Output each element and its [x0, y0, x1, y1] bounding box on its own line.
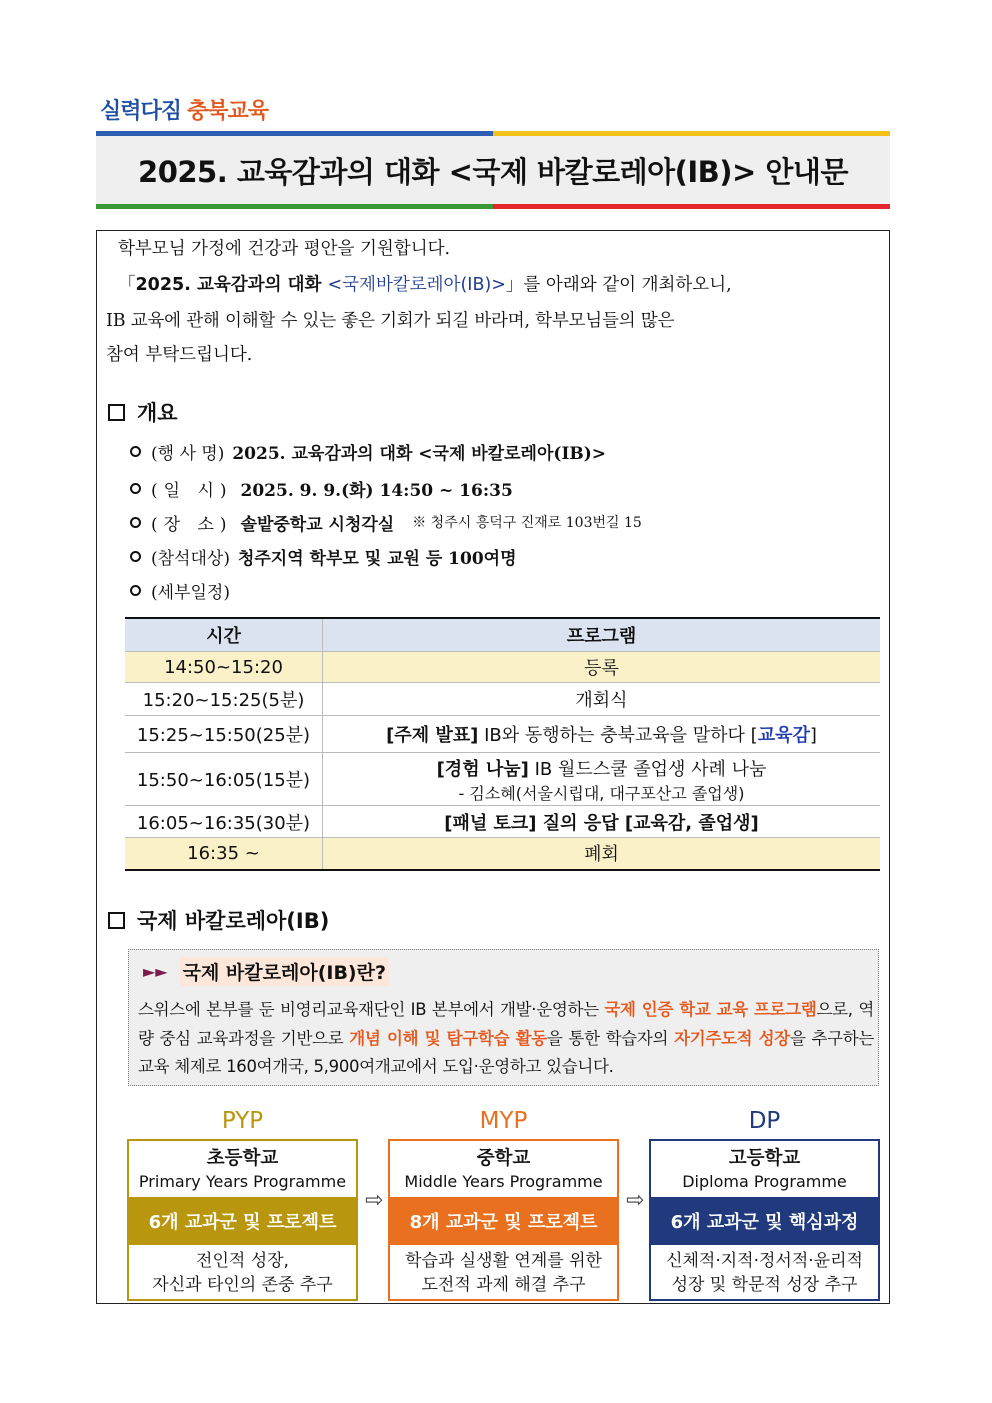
table-row: [125, 753, 880, 806]
time-cell: 15:50~16:05(15분): [125, 753, 323, 806]
overview-item-schedule: (세부일정): [130, 575, 238, 605]
program-cell: [패널 토크] 질의 응답 [교육감, 졸업생]: [323, 806, 881, 838]
time-cell: 16:05~16:35(30분): [125, 806, 323, 838]
overview-item-place: (장 소) 솔밭중학교 시청각실 ※ 청주시 흥덕구 진재로 103번길 15: [130, 507, 642, 537]
column-header-program: 프로그램: [323, 618, 881, 652]
program-cell: [주제 발표] IB와 동행하는 충북교육을 말하다 [교육감]: [323, 716, 881, 753]
dp-card: [649, 1139, 880, 1301]
table-header-row: [125, 618, 880, 652]
programme-goal: 신체적·지적·정서적·윤리적 성장 및 학문적 성장 추구: [666, 1251, 863, 1295]
logo-text-2: 충북교육: [187, 99, 269, 124]
curriculum-band: 6개 교과군 및 핵심과정: [651, 1197, 878, 1245]
ib-section-heading: 국제 바칼로레아(IB): [108, 905, 329, 935]
time-cell: 15:20~15:25(5분): [125, 683, 323, 716]
intro-line-4: 참여 부탁드립니다.: [106, 345, 253, 365]
table-row: [125, 716, 880, 753]
time-cell: 15:25~15:50(25분): [125, 716, 323, 753]
myp-title: MYP: [479, 1108, 528, 1134]
overview-item-datetime: (일 시) 2025. 9. 9.(화) 14:50 ~ 16:35: [130, 473, 513, 503]
programme-name: Primary Years Programme: [138, 1172, 347, 1191]
schedule-table: [125, 617, 880, 871]
intro-line-1: 학부모님 가정에 건강과 평안을 기원합니다.: [118, 239, 451, 259]
double-arrow-icon: ►►: [143, 962, 168, 981]
school-level: 중학교: [476, 1148, 531, 1169]
time-cell: 14:50~15:20: [125, 652, 323, 683]
circle-bullet-icon: [130, 446, 141, 457]
bottom-color-bar: [96, 204, 890, 209]
circle-bullet-icon: [130, 483, 141, 494]
programme-name: Diploma Programme: [682, 1172, 847, 1191]
page-title: 2025. 교육감과의 대화 <국제 바칼로레아(IB)> 안내문: [138, 154, 848, 189]
table-row: [125, 683, 880, 716]
program-cell: [경험 나눔] IB 월드스쿨 졸업생 사례 나눔 - 김소혜(서울시립대, 대구포산고 졸업생): [323, 753, 881, 806]
column-header-time: 시간: [125, 618, 323, 652]
table-row: [125, 652, 880, 683]
curriculum-band: 6개 교과군 및 프로젝트: [129, 1197, 356, 1245]
overview-item-event: (행 사 명) 2025. 교육감과의 대화 <국제 바칼로레아(IB)>: [130, 436, 606, 466]
school-level: 고등학교: [728, 1148, 801, 1169]
title-box: [96, 136, 890, 204]
myp-card: [388, 1139, 619, 1301]
overview-heading: 개요: [108, 397, 178, 427]
checkbox-icon: [108, 912, 125, 929]
pyp-title: PYP: [221, 1108, 264, 1134]
overview-item-attendees: (참석대상) 청주지역 학부모 및 교원 등 100여명: [130, 541, 517, 571]
curriculum-band: 8개 교과군 및 프로젝트: [390, 1197, 617, 1245]
time-cell: 16:35 ~: [125, 838, 323, 870]
arrow-right-icon: ⇨: [626, 1188, 645, 1213]
dp-title: DP: [748, 1108, 781, 1134]
school-level: 초등학교: [206, 1148, 279, 1169]
table-row: [125, 806, 880, 838]
program-cell: 개회식: [323, 683, 881, 716]
program-cell: 폐회: [323, 838, 881, 870]
programme-goal: 전인적 성장, 자신과 타인의 존중 추구: [152, 1251, 333, 1295]
ib-description: 스위스에 본부를 둔 비영리교육재단인 IB 본부에서 개발·운영하는 국제 인증 학교 교육 프로그램으로, 역량 중심 교육과정을 기반으로 개념 이해 및 탐구학습 활동을 통한 학습자의 자기주도적 성장을 추구하는 교육 체제로 160여개국, 5,900여개교에서 도입·운영하고 있습니다.: [138, 1000, 875, 1076]
pyp-card: [127, 1139, 358, 1301]
circle-bullet-icon: [130, 585, 141, 596]
table-row: [125, 838, 880, 870]
intro-line-2: 「2025. 교육감과의 대화 <국제바칼로레아(IB)>」를 아래와 같이 개최하오니,: [118, 275, 732, 295]
checkbox-icon: [108, 404, 125, 421]
logo-text-1: 실력다짐: [100, 99, 182, 124]
circle-bullet-icon: [130, 551, 141, 562]
arrow-right-icon: ⇨: [365, 1188, 384, 1213]
programme-name: Middle Years Programme: [404, 1172, 603, 1191]
logo: [100, 94, 268, 125]
circle-bullet-icon: [130, 517, 141, 528]
programme-goal: 학습과 실생활 연계를 위한 도전적 과제 해결 추구: [405, 1251, 602, 1295]
program-cell: 등록: [323, 652, 881, 683]
ib-box-title: ►► 국제 바칼로레아(IB)란?: [143, 957, 389, 986]
intro-line-3: IB 교육에 관해 이해할 수 있는 좋은 기회가 되길 바라며, 학부모님들의 많은: [106, 311, 675, 331]
